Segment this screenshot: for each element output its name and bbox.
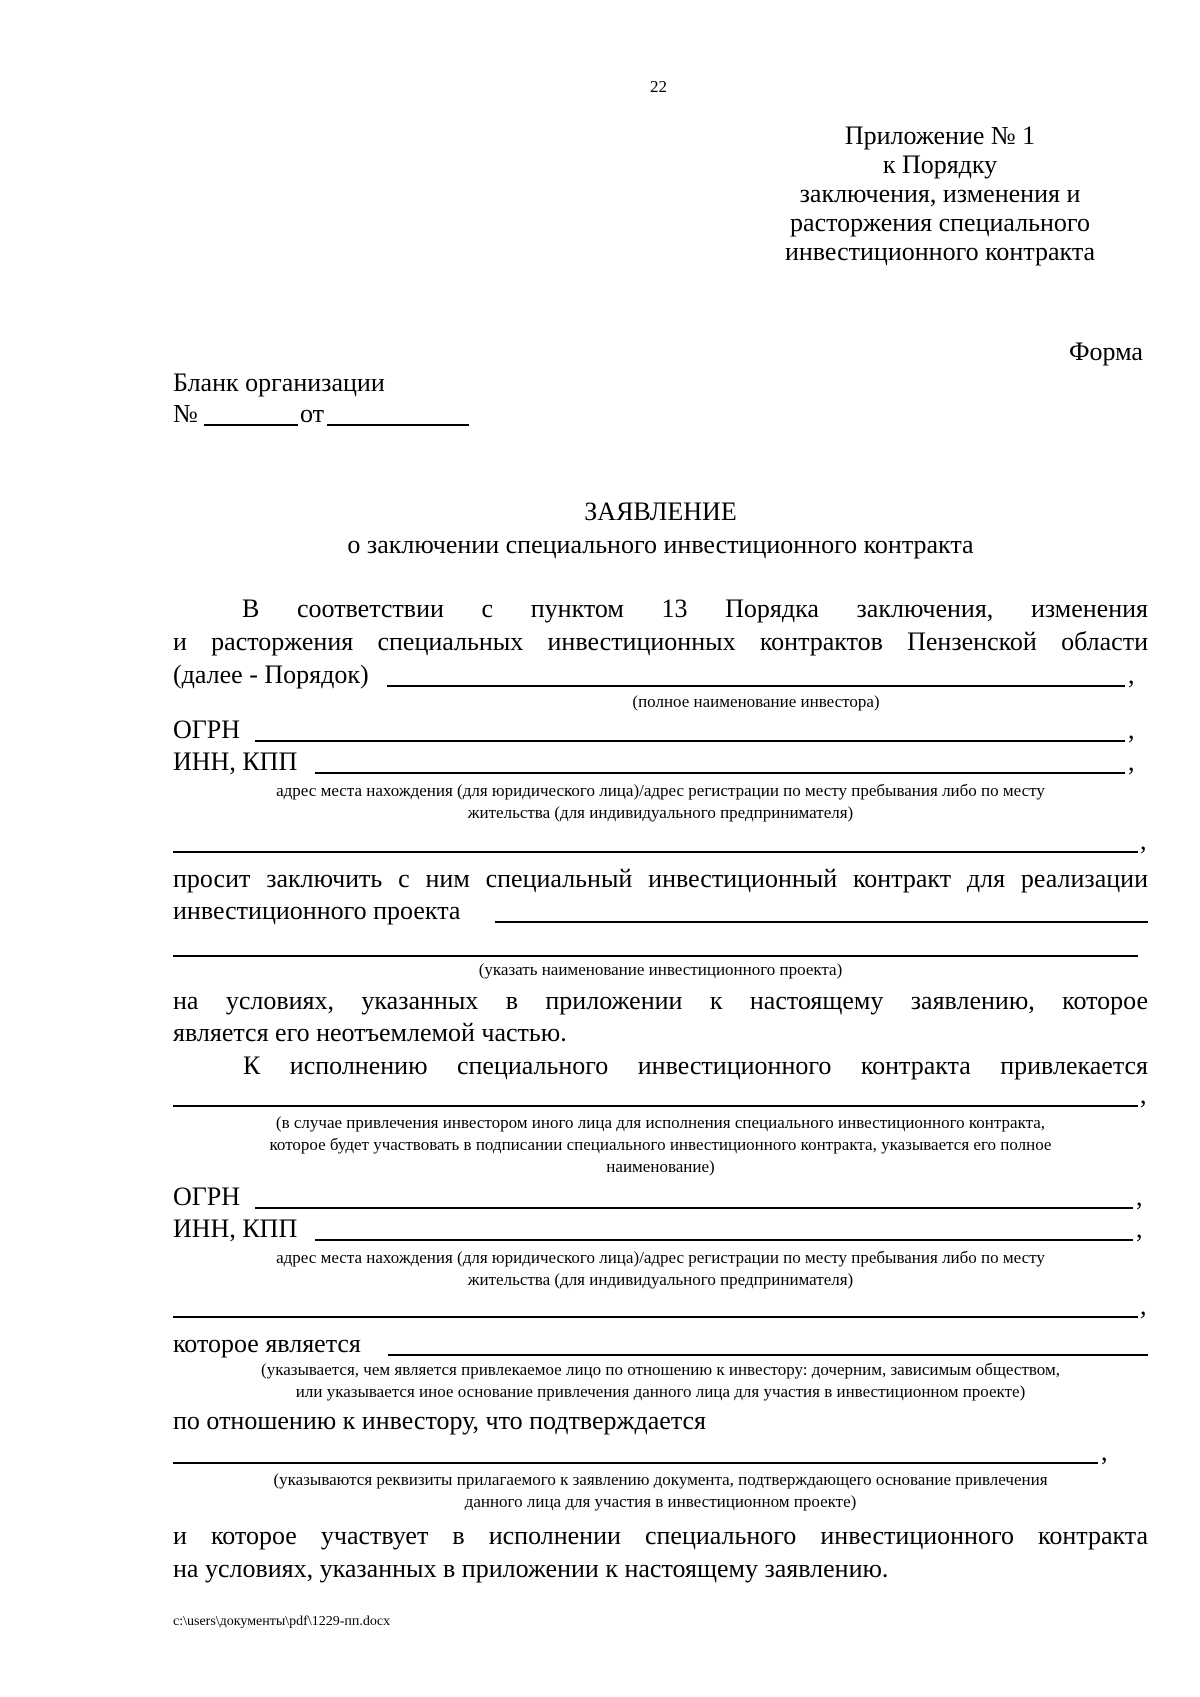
comma: ,	[1128, 747, 1135, 776]
confirm-doc-field-line[interactable]	[173, 1462, 1098, 1464]
comma: ,	[1140, 826, 1147, 855]
appendix-line-1: Приложение № 1	[844, 121, 1036, 150]
number-prefix: №	[173, 399, 198, 428]
involved-line: К исполнению специального инвестиционного контракта привлекается	[243, 1051, 1148, 1080]
ogrn-label: ОГРН	[173, 715, 241, 744]
hint-involved-line-2: которое будет участвовать в подписании специального инвестиционного контракта, указывается его полное	[269, 1135, 1052, 1154]
date-field-line[interactable]	[327, 424, 469, 426]
org-blank-label: Бланк организации	[173, 368, 385, 397]
inn-kpp-field-line[interactable]	[315, 772, 1125, 774]
number-field-line[interactable]	[204, 424, 298, 426]
hint-involved-line-3: наименование)	[606, 1157, 715, 1176]
comma: ,	[1140, 1080, 1147, 1109]
investor-name-line[interactable]	[387, 685, 1125, 687]
date-prefix: от	[300, 399, 325, 428]
hint-relation-line-1: (указывается, чем является привлекаемое лицо по отношению к инвестору: дочерним, зависимым обществом,	[261, 1360, 1060, 1379]
hint-doc-line-1: (указываются реквизиты прилагаемого к заявлению документа, подтверждающего основание привлечения	[273, 1470, 1048, 1489]
address-field-line-2[interactable]	[173, 1316, 1138, 1318]
body-p1-line-3: (далее - Порядок)	[173, 660, 369, 689]
hint-doc-line-2: данного лица для участия в инвестиционном проекте)	[464, 1492, 857, 1511]
appendix-line-5: инвестиционного контракта	[784, 237, 1096, 266]
appendix-line-4: расторжения специального	[790, 208, 1090, 237]
page-number: 22	[650, 77, 667, 96]
conditions-line-1: на условиях, указанных в приложении к настоящему заявлению, которое	[173, 986, 1148, 1015]
comma: ,	[1128, 660, 1135, 689]
request-line-1: просит заключить с ним специальный инвестиционный контракт для реализации	[173, 864, 1148, 893]
comma: ,	[1101, 1437, 1108, 1466]
project-name-line-1[interactable]	[495, 921, 1148, 923]
appendix-line-2: к Порядку	[882, 150, 998, 179]
hint-relation-line-2: или указывается иное основание привлечения данного лица для участия в инвестиционном проекте)	[295, 1382, 1026, 1401]
hint-involved-line-1: (в случае привлечения инвестором иного лица для исполнения специального инвестиционного контракта,	[275, 1113, 1046, 1132]
document-title: ЗАЯВЛЕНИЕ	[584, 497, 737, 526]
address-hint-line-2: жительства (для индивидуального предпринимателя)	[467, 803, 854, 822]
inn-kpp-field-line-2[interactable]	[315, 1239, 1133, 1241]
conditions-line-2: является его неотъемлемой частью.	[173, 1018, 567, 1047]
confirmed-label: по отношению к инвестору, что подтверждается	[173, 1406, 707, 1435]
comma: ,	[1136, 1214, 1143, 1243]
ogrn-field-line[interactable]	[255, 740, 1125, 742]
address-hint-line-1: адрес места нахождения (для юридического лица)/адрес регистрации по месту пребывания либо по месту	[276, 781, 1045, 800]
inn-kpp-label: ИНН, КПП	[173, 747, 298, 776]
document-subtitle: о заключении специального инвестиционного контракта	[347, 530, 974, 559]
request-line-2: инвестиционного проекта	[173, 896, 461, 925]
involved-name-line[interactable]	[173, 1105, 1138, 1107]
address-hint-line-4: жительства (для индивидуального предпринимателя)	[467, 1270, 854, 1289]
ogrn-label-2: ОГРН	[173, 1182, 241, 1211]
comma: ,	[1136, 1182, 1143, 1211]
appendix-line-3: заключения, изменения и	[799, 179, 1081, 208]
body-p1-line-1: В соответствии с пунктом 13 Порядка заключения, изменения	[242, 594, 1148, 623]
final-line-2: на условиях, указанных в приложении к настоящему заявлению.	[173, 1554, 889, 1583]
inn-kpp-label-2: ИНН, КПП	[173, 1214, 298, 1243]
body-p1-line-2: и расторжения специальных инвестиционных контрактов Пензенской области	[173, 627, 1148, 656]
final-line-1: и которое участвует в исполнении специального инвестиционного контракта	[173, 1521, 1148, 1550]
project-name-line-2[interactable]	[173, 955, 1138, 957]
address-field-line[interactable]	[173, 851, 1138, 853]
which-is-label: которое является	[173, 1329, 361, 1358]
ogrn-field-line-2[interactable]	[255, 1207, 1133, 1209]
hint-project-name: (указать наименование инвестиционного проекта)	[478, 960, 843, 979]
form-label: Форма	[1069, 337, 1143, 366]
hint-investor-name: (полное наименование инвестора)	[632, 692, 880, 711]
footer-file-path: c:\users\документы\pdf\1229-пп.docx	[173, 1614, 391, 1629]
relation-field-line[interactable]	[388, 1354, 1148, 1356]
comma: ,	[1128, 715, 1135, 744]
comma: ,	[1140, 1291, 1147, 1320]
address-hint-line-3: адрес места нахождения (для юридического лица)/адрес регистрации по месту пребывания либо по месту	[276, 1248, 1045, 1267]
